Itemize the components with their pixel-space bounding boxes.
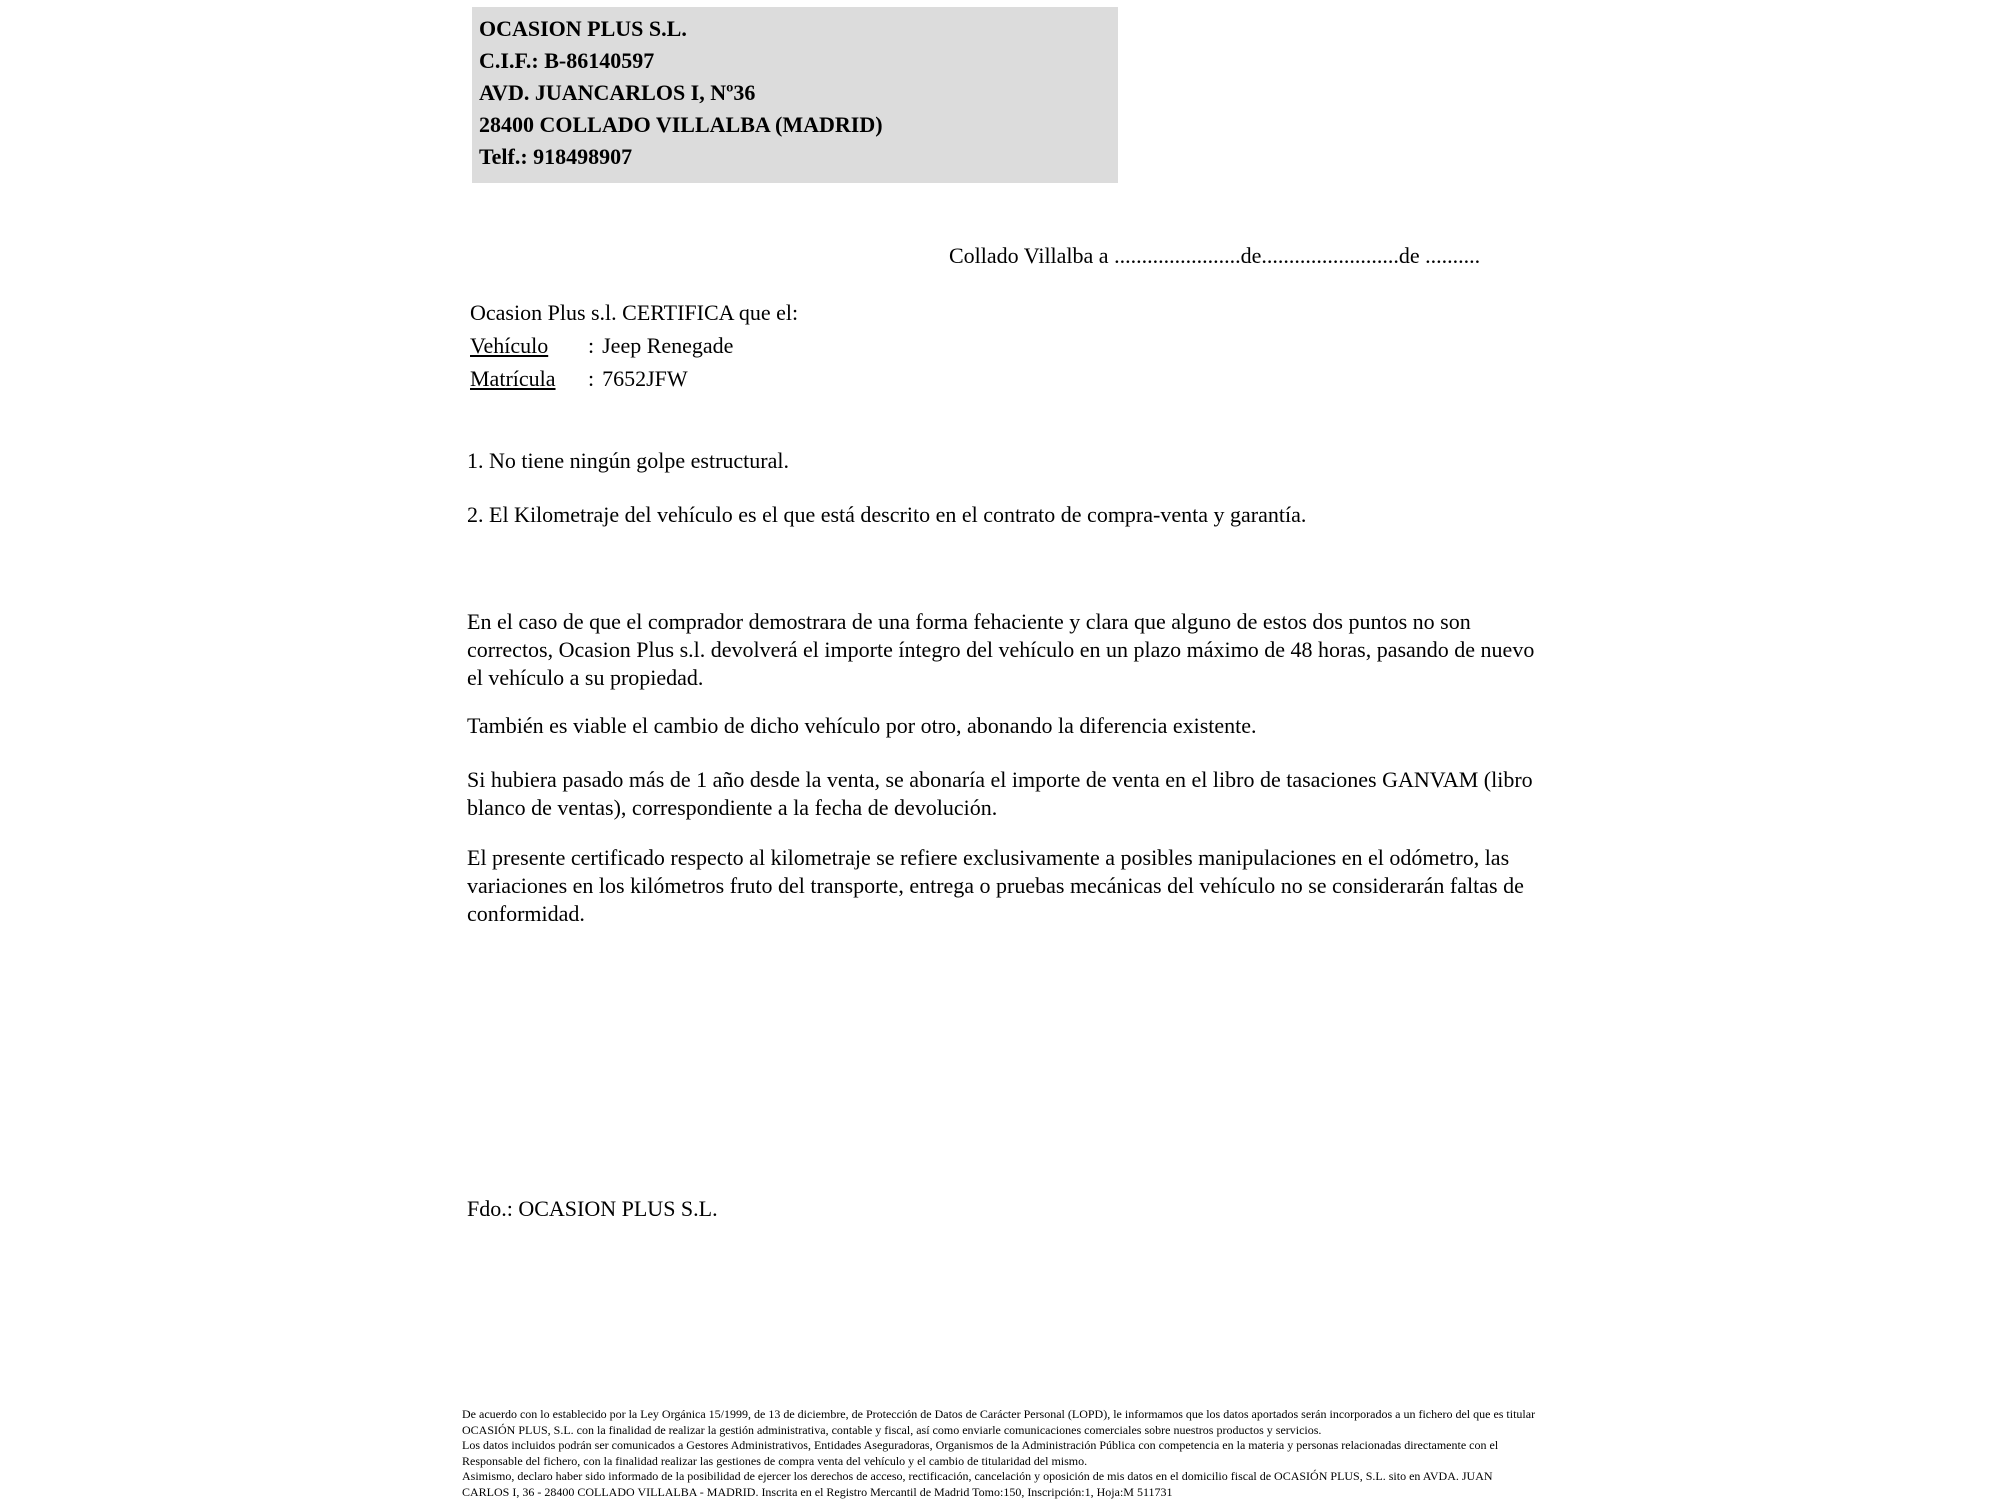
legal-footer-line: OCASIÓN PLUS, S.L. con la finalidad de realizar la gestión administrativa, contable y fiscal, así como enviarle comunicaciones comerciales sobre nuestros productos y servicios. bbox=[462, 1422, 1322, 1437]
company-city: 28400 COLLADO VILLALBA (MADRID) bbox=[479, 112, 883, 137]
certification-section bbox=[470, 296, 798, 395]
legal-footer-line: Asimismo, declaro haber sido informado de la posibilidad de ejercer los derechos de acceso, rectificación, cancelación y oposición de mis datos en el domicilio fiscal de OCASIÓN PLUS, S.L. sito en AVDA. JUAN bbox=[462, 1469, 1493, 1483]
date-line: Collado Villalba a .......................de.........................de .......... bbox=[949, 243, 1481, 268]
vehicle-label: Vehículo bbox=[470, 333, 549, 358]
refund-paragraph: En el caso de que el comprador demostrara de una forma fehaciente y clara que alguno de estos dos puntos no son correctos, Ocasion Plus s.l. devolverá el importe íntegro del vehículo en un plazo máximo de 48 horas, pasando de nuevo el vehículo a su propiedad. bbox=[467, 609, 1535, 690]
exchange-paragraph: También es viable el cambio de dicho vehículo por otro, abonando la diferencia existente. bbox=[467, 713, 1257, 738]
certify-intro: Ocasion Plus s.l. CERTIFICA que el: bbox=[470, 300, 799, 325]
company-cif: C.I.F.: B-86140597 bbox=[479, 48, 655, 73]
company-phone: Telf.: 918498907 bbox=[479, 144, 633, 169]
vehicle-separator: : bbox=[588, 333, 595, 358]
signature-line: Fdo.: OCASION PLUS S.L. bbox=[467, 1196, 718, 1221]
vehicle-value: Jeep Renegade bbox=[602, 333, 734, 358]
company-name: OCASION PLUS S.L. bbox=[479, 16, 687, 41]
odometer-paragraph: El presente certificado respecto al kilometraje se refiere exclusivamente a posibles manipulaciones en el odómetro, las variaciones en los kilómetros fruto del transporte, entrega o pruebas mecánicas del vehículo no se considerarán faltas de conformidad. bbox=[467, 845, 1524, 926]
plate-separator: : bbox=[588, 366, 595, 391]
legal-footer-line: CARLOS I, 36 - 28400 COLLADO VILLALBA - MADRID. Inscrita en el Registro Mercantil de Madrid Tomo:150, Inscripción:1, Hoja:M 511731 bbox=[462, 1484, 1173, 1499]
certified-point-1: 1. No tiene ningún golpe estructural. bbox=[467, 448, 789, 473]
vehicle-field bbox=[470, 329, 798, 362]
plate-label: Matrícula bbox=[470, 366, 556, 391]
legal-footer bbox=[462, 1407, 1562, 1500]
plate-field bbox=[470, 362, 798, 395]
legal-footer-line: De acuerdo con lo establecido por la Ley Orgánica 15/1999, de 13 de diciembre, de Protección de Datos de Carácter Personal (LOPD), le informamos que los datos aportados serán incorporados a un fichero del que es titular bbox=[462, 1407, 1536, 1421]
ganvam-paragraph: Si hubiera pasado más de 1 año desde la venta, se abonaría el importe de venta en el libro de tasaciones GANVAM (libro blanco de ventas), correspondiente a la fecha de devolución. bbox=[467, 767, 1533, 820]
certified-point-2: 2. El Kilometraje del vehículo es el que está descrito en el contrato de compra-venta y garantía. bbox=[467, 502, 1307, 527]
legal-footer-line: Responsable del fichero, con la finalidad realizar las gestiones de compra venta del vehículo y el cambio de titularidad del mismo. bbox=[462, 1453, 1088, 1468]
plate-value: 7652JFW bbox=[602, 366, 688, 391]
legal-footer-line: Los datos incluidos podrán ser comunicados a Gestores Administrativos, Entidades Aseguradoras, Organismos de la Administración Pública con competencia en la materia y personas relacionadas directamente con el bbox=[462, 1438, 1499, 1452]
company-header-block bbox=[472, 7, 1118, 183]
company-address: AVD. JUANCARLOS I, Nº36 bbox=[479, 80, 756, 105]
